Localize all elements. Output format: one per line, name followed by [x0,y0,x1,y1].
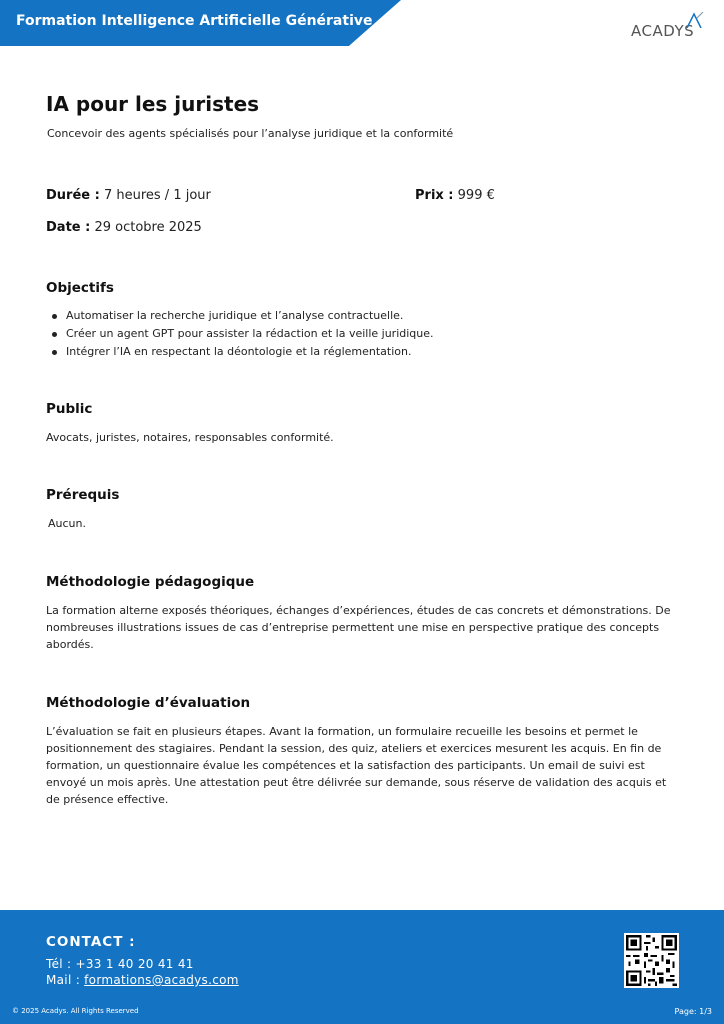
acadys-logo [631,12,709,42]
date-label: Date : [46,220,91,235]
public-text: Avocats, juristes, notaires, responsables conformité. [46,431,334,444]
objectives-heading: Objectifs [46,280,114,296]
email-link[interactable]: formations@acadys.com [84,973,239,987]
copyright: © 2025 Acadys. All Rights Reserved [12,1007,139,1015]
phone-line [46,957,194,971]
list-item: Intégrer l’IA en respectant la déontologie et la réglementation. [46,343,666,361]
price-value: 999 € [457,188,495,203]
page-title: IA pour les juristes [46,92,260,116]
objectives-list [46,307,666,361]
public-heading: Public [46,401,93,417]
footer [0,910,724,1024]
duration-label: Durée : [46,188,100,203]
date-info [46,220,202,235]
prerequisites-text: Aucun. [48,517,86,530]
pedagogy-text: La formation alterne exposés théoriques, échanges d’expériences, études de cas concrets et démonstrations. De nombreuses illustrations issues de cas d’entreprise permettent une mise en perspective pratique des concepts abordés. [46,604,671,651]
mail-line [46,973,239,987]
list-item: Créer un agent GPT pour assister la rédaction et la veille juridique. [46,325,666,343]
mail-label: Mail : [46,973,85,987]
logo-text: ACADYS [631,22,695,40]
prerequisites-heading: Prérequis [46,487,120,503]
duration-info [46,188,211,203]
qr-code-icon[interactable] [624,933,679,988]
pedagogy-heading: Méthodologie pédagogique [46,574,255,590]
banner-title: Formation Intelligence Artificielle Générative [16,13,373,29]
page-number: Page: 1/3 [674,1007,712,1016]
phone-number: +33 1 40 20 41 41 [75,957,194,971]
list-item: Automatiser la recherche juridique et l’analyse contractuelle. [46,307,666,325]
logo-mark-icon [683,12,705,28]
phone-label: Tél : [46,957,76,971]
page-subtitle: Concevoir des agents spécialisés pour l’analyse juridique et la conformité [47,127,454,140]
evaluation-heading: Méthodologie d’évaluation [46,695,251,711]
price-label: Prix : [415,188,454,203]
price-info [415,188,495,203]
date-value: 29 octobre 2025 [94,220,202,235]
duration-value: 7 heures / 1 jour [103,188,211,203]
contact-heading: CONTACT : [46,934,136,950]
evaluation-text: L’évaluation se fait en plusieurs étapes. Avant la formation, un formulaire recueille les besoins et permet le positionnement des stagiaires. Pendant la session, des quiz, ateliers et exercices mesurent les acquis. En fin de formation, un questionnaire évalue les compétences et la satisfaction des participants. Un email de suivi est envoyé un mois après. Une attestation peut être délivrée sur demande, sous réserve de validation des acquis et de présence effective. [46,725,667,806]
